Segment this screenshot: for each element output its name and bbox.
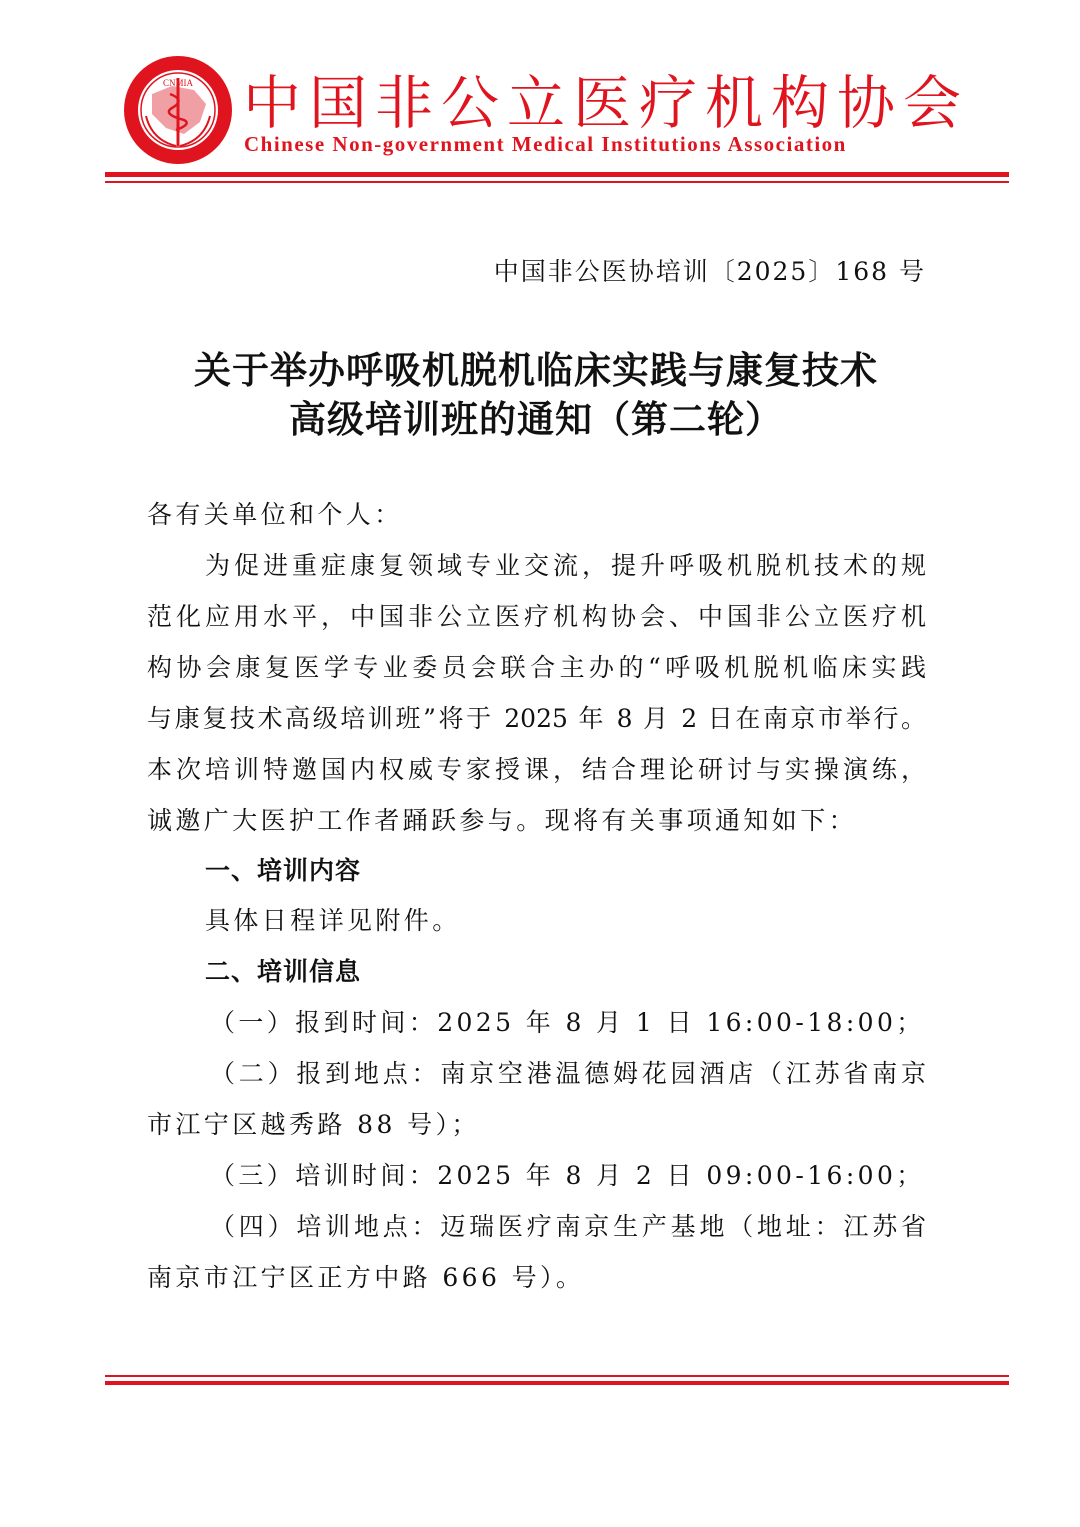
info-line-checkin-place-cont: 市江宁区越秀路 88 号）； — [147, 1110, 480, 1139]
org-name-english: Chinese Non-government Medical Institutions Association — [244, 132, 847, 156]
intro-line: 构协会康复医学专业委员会联合主办的“呼吸机脱机临床实践 — [147, 653, 926, 682]
section-heading-info: 二、培训信息 — [205, 957, 362, 986]
footer-rule-thin — [105, 1375, 1009, 1377]
section-heading-content: 一、培训内容 — [205, 856, 362, 885]
info-line-training-time: （三）培训时间：2025 年 8 月 2 日 09:00-16:00； — [210, 1161, 925, 1190]
header-rule-thin — [105, 181, 1009, 183]
org-name-chinese: 中国非公立医疗机构协会 — [243, 69, 970, 137]
document-title-line-2: 高级培训班的通知（第二轮） — [289, 397, 783, 441]
document-number: 中国非公医协培训〔2025〕168 号 — [493, 257, 926, 286]
org-logo-seal — [122, 54, 234, 166]
footer-rule-thick — [105, 1381, 1009, 1385]
info-line-training-place: （四）培训地点：迈瑞医疗南京生产基地（地址：江苏省 — [210, 1212, 926, 1241]
intro-line: 与康复技术高级培训班”将于 2025 年 8 月 2 日在南京市举行。 — [147, 704, 926, 733]
intro-line: 本次培训特邀国内权威专家授课，结合理论研讨与实操演练， — [147, 755, 926, 784]
intro-line: 为促进重症康复领域专业交流，提升呼吸机脱机技术的规 — [205, 551, 926, 580]
section-content-text: 具体日程详见附件。 — [205, 906, 461, 935]
intro-line: 诚邀广大医护工作者踊跃参与。现将有关事项通知如下： — [147, 806, 858, 835]
svg-text:CNMIA: CNMIA — [162, 78, 194, 88]
info-line-checkin-time: （一）报到时间：2025 年 8 月 1 日 16:00-18:00； — [210, 1008, 925, 1037]
document-title-line-1: 关于举办呼吸机脱机临床实践与康复技术 — [194, 348, 878, 392]
info-line-training-place-cont: 南京市江宁区正方中路 666 号）。 — [147, 1263, 585, 1292]
intro-line: 范化应用水平，中国非公立医疗机构协会、中国非公立医疗机 — [147, 602, 926, 631]
salutation: 各有关单位和个人： — [147, 500, 403, 529]
info-line-checkin-place: （二）报到地点：南京空港温德姆花园酒店（江苏省南京 — [210, 1059, 926, 1088]
header-rule-thick — [105, 172, 1009, 177]
